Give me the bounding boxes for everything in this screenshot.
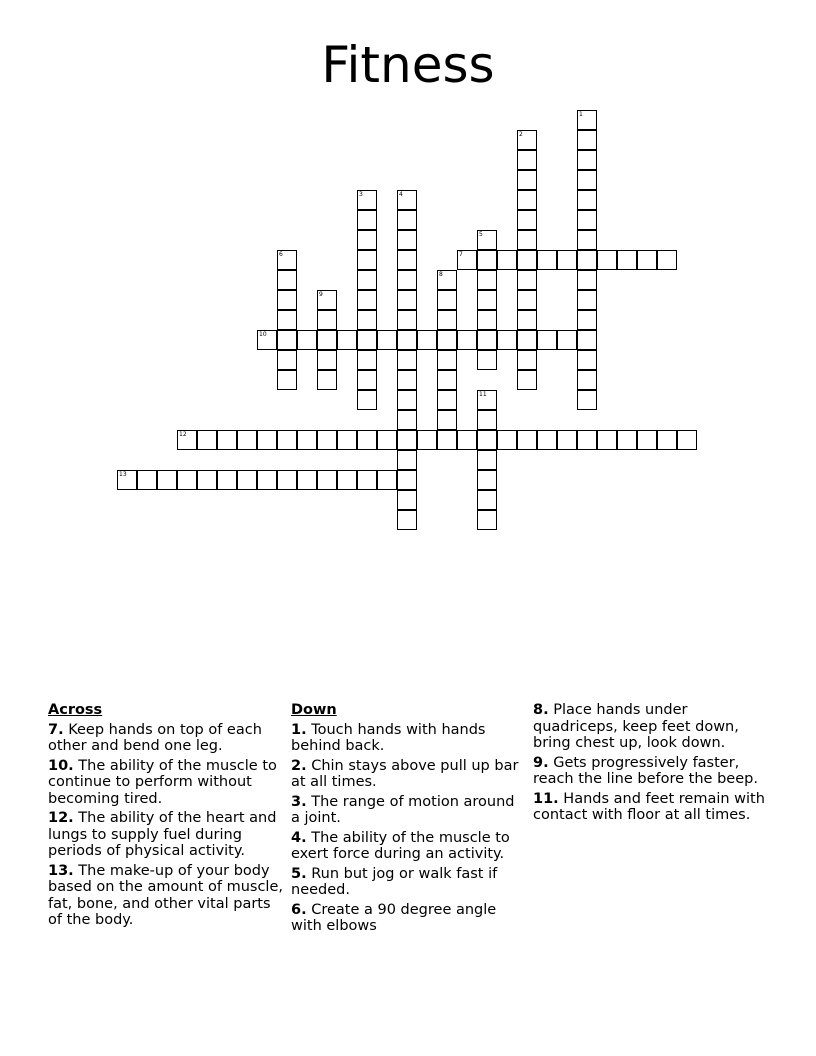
grid-cell[interactable] [517, 210, 537, 230]
grid-cell[interactable] [477, 310, 497, 330]
grid-cell[interactable] [317, 350, 337, 370]
grid-cell[interactable] [177, 470, 197, 490]
grid-cell[interactable] [477, 290, 497, 310]
grid-cell[interactable] [477, 270, 497, 290]
clue-down-4 [291, 830, 526, 863]
grid-cell[interactable] [477, 490, 497, 510]
grid-cell[interactable] [377, 430, 397, 450]
grid-cell[interactable] [477, 350, 497, 370]
grid-cell[interactable] [297, 470, 317, 490]
grid-cell[interactable] [577, 210, 597, 230]
grid-cell[interactable] [377, 470, 397, 490]
grid-cell[interactable] [517, 230, 537, 250]
grid-cell[interactable] [357, 310, 377, 330]
grid-cell[interactable] [357, 250, 377, 270]
grid-cell[interactable] [437, 290, 457, 310]
clue-down-1 [291, 722, 526, 755]
grid-cell[interactable] [397, 370, 417, 390]
grid-cell[interactable] [517, 370, 537, 390]
grid-cell[interactable] [577, 130, 597, 150]
grid-cell[interactable] [577, 290, 597, 310]
grid-cell[interactable] [357, 270, 377, 290]
grid-cell[interactable] [517, 270, 537, 290]
clue-down-8 [533, 702, 768, 752]
grid-cell[interactable] [577, 370, 597, 390]
grid-cell[interactable] [297, 430, 317, 450]
grid-cell[interactable] [277, 470, 297, 490]
grid-cell[interactable] [637, 250, 657, 270]
grid-cell[interactable] [397, 250, 417, 270]
grid-cell[interactable] [577, 190, 597, 210]
grid-cell[interactable] [357, 330, 377, 350]
grid-cell[interactable] [557, 250, 577, 270]
grid-cell[interactable] [277, 310, 297, 330]
grid-cell[interactable] [497, 330, 517, 350]
grid-cell[interactable] [557, 430, 577, 450]
grid-cell[interactable] [397, 290, 417, 310]
grid-cell[interactable] [477, 250, 497, 270]
clue-text: Create a 90 degree angle with elbows [291, 901, 497, 934]
clue-across-13 [48, 863, 283, 929]
clue-number-label: 10 [259, 331, 267, 338]
grid-cell[interactable] [337, 470, 357, 490]
grid-cell[interactable] [237, 430, 257, 450]
grid-cell[interactable] [437, 410, 457, 430]
grid-cell[interactable] [417, 430, 437, 450]
clue-number-label: 6 [279, 251, 283, 258]
grid-cell[interactable] [677, 430, 697, 450]
clue-number-label: 1 [579, 111, 583, 118]
clue-number-label: 5 [479, 231, 483, 238]
grid-cell[interactable] [357, 210, 377, 230]
grid-cell[interactable] [477, 410, 497, 430]
grid-cell[interactable] [397, 270, 417, 290]
grid-cell[interactable] [217, 470, 237, 490]
clue-text: The make-up of your body based on the amount of muscle, fat, bone, and other vital parts of the body. [48, 862, 283, 928]
grid-cell[interactable] [277, 350, 297, 370]
clue-text: Place hands under quadriceps, keep feet down, bring chest up, look down. [533, 702, 739, 751]
clue-number: 13. [48, 862, 74, 879]
grid-cell[interactable] [397, 350, 417, 370]
grid-cell[interactable] [397, 470, 417, 490]
grid-cell[interactable] [437, 330, 457, 350]
clue-text: The range of motion around a joint. [291, 793, 515, 826]
clue-text: Run but jog or walk fast if needed. [291, 865, 498, 898]
clue-across-7 [48, 722, 283, 755]
grid-cell[interactable] [637, 430, 657, 450]
grid-cell[interactable] [397, 490, 417, 510]
grid-cell[interactable] [357, 470, 377, 490]
grid-cell[interactable] [357, 230, 377, 250]
clue-down-11 [533, 791, 768, 824]
clue-number: 9. [533, 754, 549, 771]
down-clues [291, 702, 526, 938]
clue-across-10 [48, 758, 283, 808]
grid-cell[interactable] [197, 470, 217, 490]
grid-cell[interactable] [257, 470, 277, 490]
grid-cell[interactable] [277, 370, 297, 390]
clue-down-9 [533, 755, 768, 788]
clue-number-label: 9 [319, 291, 323, 298]
grid-cell[interactable] [477, 510, 497, 530]
grid-cell[interactable] [397, 510, 417, 530]
grid-cell[interactable] [577, 330, 597, 350]
grid-cell[interactable] [617, 250, 637, 270]
grid-cell[interactable] [357, 370, 377, 390]
grid-cell[interactable] [157, 470, 177, 490]
grid-cell[interactable] [517, 350, 537, 370]
grid-cell[interactable] [137, 470, 157, 490]
grid-cell[interactable] [577, 430, 597, 450]
clue-number: 11. [533, 790, 559, 807]
clue-number-label: 4 [399, 191, 403, 198]
grid-cell[interactable] [217, 430, 237, 450]
clue-down-3 [291, 794, 526, 827]
grid-cell[interactable] [557, 330, 577, 350]
clue-number-label: 3 [359, 191, 363, 198]
grid-cell[interactable] [577, 390, 597, 410]
clue-number-label: 12 [179, 431, 187, 438]
grid-cell[interactable] [517, 330, 537, 350]
clue-across-12 [48, 810, 283, 860]
across-clues [48, 702, 283, 932]
grid-cell[interactable] [277, 430, 297, 450]
clue-down-6 [291, 902, 526, 935]
clue-text: Hands and feet remain with contact with floor at all times. [533, 790, 765, 823]
grid-cell[interactable] [317, 470, 337, 490]
grid-cell[interactable] [377, 330, 397, 350]
down-heading: Down [291, 702, 337, 718]
across-heading: Across [48, 702, 103, 718]
clue-number: 2. [291, 757, 307, 774]
grid-cell[interactable] [457, 330, 477, 350]
grid-cell[interactable] [317, 310, 337, 330]
grid-cell[interactable] [597, 430, 617, 450]
grid-cell[interactable] [577, 270, 597, 290]
grid-cell[interactable] [577, 350, 597, 370]
grid-cell[interactable] [397, 450, 417, 470]
grid-cell[interactable] [397, 230, 417, 250]
grid-cell[interactable] [237, 470, 257, 490]
clue-number: 3. [291, 793, 307, 810]
grid-cell[interactable] [517, 170, 537, 190]
clue-text: The ability of the muscle to continue to perform without becoming tired. [48, 757, 277, 807]
clue-text: The ability of the heart and lungs to supply fuel during periods of physical activity. [48, 810, 277, 859]
grid-cell[interactable] [497, 430, 517, 450]
grid-cell[interactable] [317, 330, 337, 350]
grid-cell[interactable] [477, 430, 497, 450]
clue-number: 5. [291, 865, 307, 882]
clue-text: The ability of the muscle to exert force during an activity. [291, 829, 510, 862]
grid-cell[interactable] [577, 150, 597, 170]
grid-cell[interactable] [337, 430, 357, 450]
grid-cell[interactable] [357, 290, 377, 310]
grid-cell[interactable] [437, 430, 457, 450]
grid-cell[interactable] [537, 250, 557, 270]
grid-cell[interactable] [577, 230, 597, 250]
grid-cell[interactable] [517, 430, 537, 450]
grid-cell[interactable] [357, 390, 377, 410]
clue-text: Touch hands with hands behind back. [291, 721, 486, 754]
grid-cell[interactable] [297, 330, 317, 350]
clue-number: 8. [533, 702, 549, 718]
grid-cell[interactable] [437, 390, 457, 410]
clue-down-2 [291, 758, 526, 791]
grid-cell[interactable] [657, 250, 677, 270]
grid-cell[interactable] [457, 430, 477, 450]
puzzle-title: Fitness [321, 36, 495, 94]
grid-cell[interactable] [617, 430, 637, 450]
grid-cell[interactable] [197, 430, 217, 450]
grid-cell[interactable] [437, 370, 457, 390]
grid-cell[interactable] [397, 210, 417, 230]
grid-cell[interactable] [277, 330, 297, 350]
grid-cell[interactable] [397, 430, 417, 450]
grid-cell[interactable] [517, 310, 537, 330]
clue-number: 1. [291, 721, 307, 738]
clue-number: 4. [291, 829, 307, 846]
grid-cell[interactable] [437, 350, 457, 370]
clue-down-5 [291, 866, 526, 899]
grid-cell[interactable] [397, 330, 417, 350]
clue-number-label: 7 [459, 251, 463, 258]
grid-cell[interactable] [577, 170, 597, 190]
clue-number-label: 2 [519, 131, 523, 138]
clue-number: 7. [48, 721, 64, 738]
grid-cell[interactable] [517, 190, 537, 210]
clue-number-label: 13 [119, 471, 127, 478]
grid-cell[interactable] [577, 310, 597, 330]
clue-number: 6. [291, 901, 307, 918]
grid-cell[interactable] [277, 290, 297, 310]
grid-cell[interactable] [537, 330, 557, 350]
grid-cell[interactable] [577, 250, 597, 270]
grid-cell[interactable] [517, 250, 537, 270]
grid-cell[interactable] [477, 330, 497, 350]
clue-number-label: 11 [479, 391, 487, 398]
grid-cell[interactable] [477, 470, 497, 490]
grid-cell[interactable] [417, 330, 437, 350]
grid-cell[interactable] [517, 150, 537, 170]
grid-cell[interactable] [317, 370, 337, 390]
grid-cell[interactable] [397, 310, 417, 330]
grid-cell[interactable] [357, 430, 377, 450]
down-clues-continued [533, 702, 768, 827]
grid-cell[interactable] [517, 290, 537, 310]
grid-cell[interactable] [397, 410, 417, 430]
clue-text: Keep hands on top of each other and bend one leg. [48, 721, 262, 754]
grid-cell[interactable] [337, 330, 357, 350]
grid-cell[interactable] [437, 310, 457, 330]
grid-cell[interactable] [497, 250, 517, 270]
clue-number: 12. [48, 810, 74, 826]
clue-text: Gets progressively faster, reach the line before the beep. [533, 754, 758, 787]
grid-cell[interactable] [477, 450, 497, 470]
clue-text: Chin stays above pull up bar at all times. [291, 757, 519, 790]
grid-cell[interactable] [317, 430, 337, 450]
grid-cell[interactable] [397, 390, 417, 410]
clue-number: 10. [48, 757, 74, 774]
grid-cell[interactable] [357, 350, 377, 370]
grid-cell[interactable] [597, 250, 617, 270]
grid-cell[interactable] [537, 430, 557, 450]
grid-cell[interactable] [277, 270, 297, 290]
clue-number-label: 8 [439, 271, 443, 278]
grid-cell[interactable] [257, 430, 277, 450]
grid-cell[interactable] [657, 430, 677, 450]
